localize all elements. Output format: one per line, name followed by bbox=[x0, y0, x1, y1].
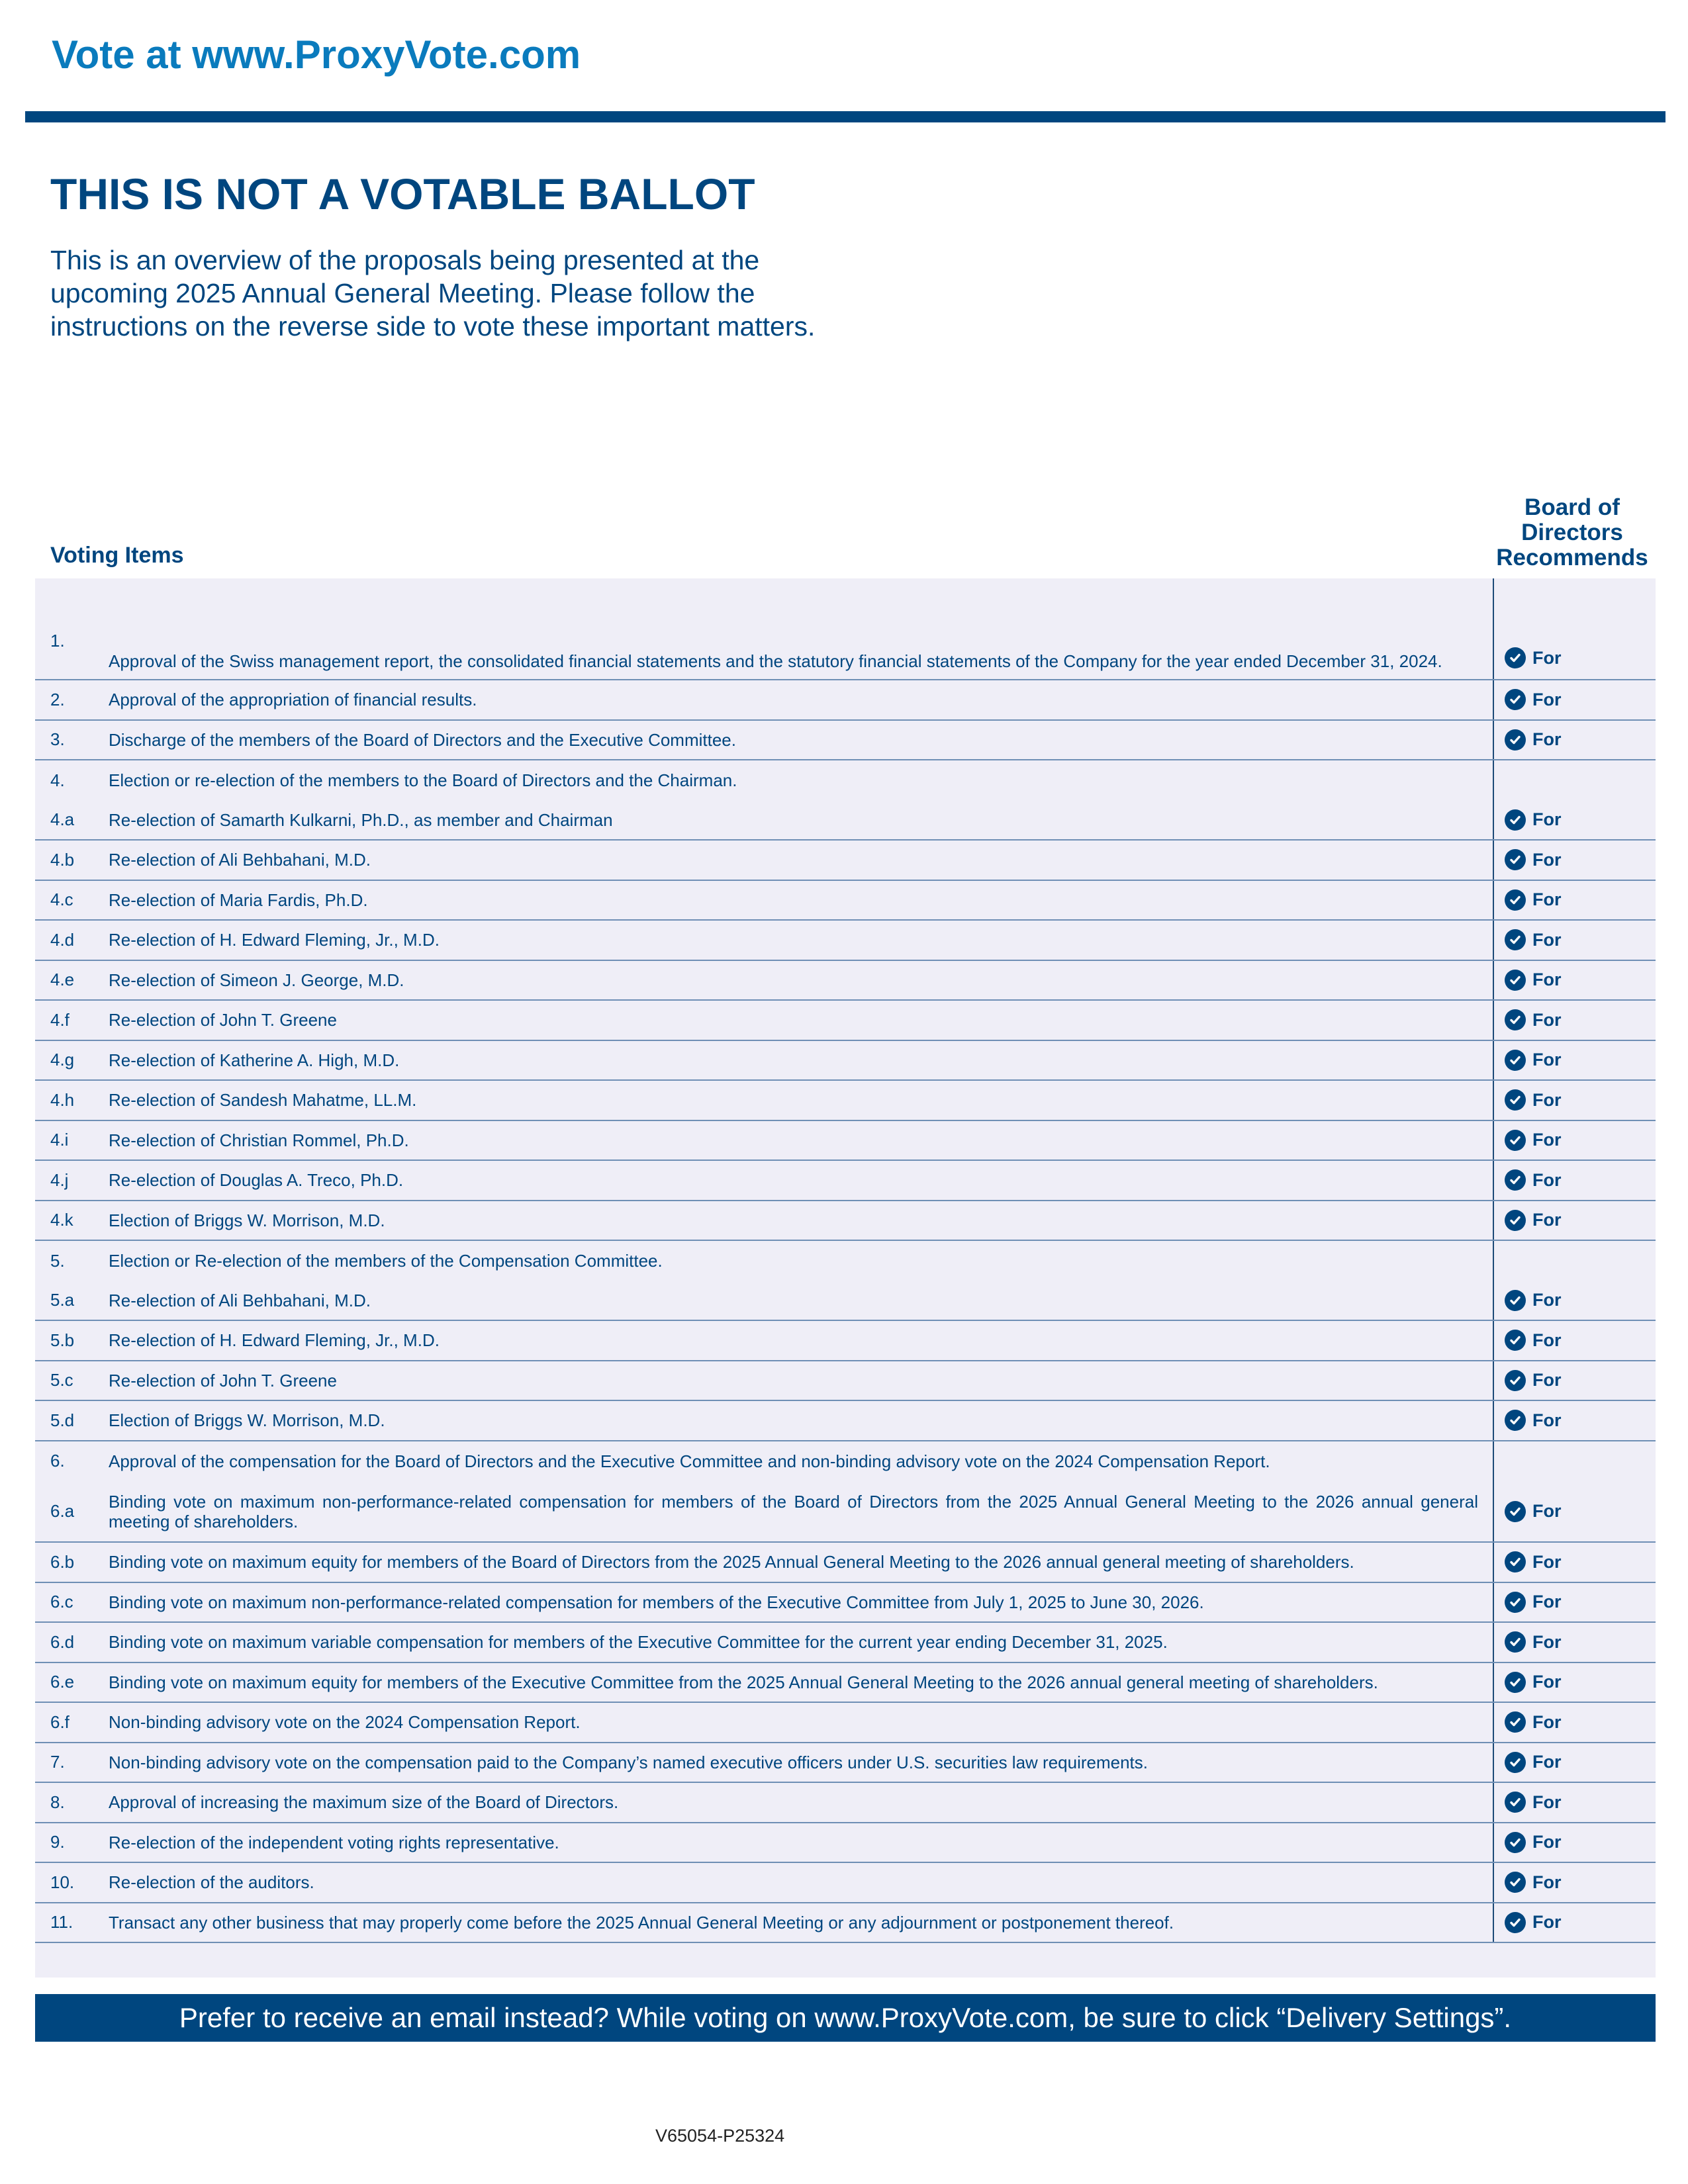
recommendation bbox=[1505, 1672, 1562, 1693]
recommendation bbox=[1505, 1050, 1562, 1071]
item-number: 8. bbox=[50, 1792, 65, 1812]
recommendation-label: For bbox=[1532, 647, 1562, 668]
item-text: Election of Briggs W. Morrison, M.D. bbox=[109, 1410, 385, 1431]
item-number: 4.d bbox=[50, 929, 75, 950]
recommendation bbox=[1505, 1631, 1562, 1653]
table-row bbox=[35, 961, 1656, 1001]
check-circle-icon bbox=[1505, 1551, 1526, 1572]
check-circle-icon bbox=[1505, 1832, 1526, 1853]
check-circle-icon bbox=[1505, 1792, 1526, 1813]
recommendation bbox=[1505, 1009, 1562, 1030]
recommendation-label: For bbox=[1532, 849, 1562, 870]
item-text: Approval of increasing the maximum size of the Board of Directors. bbox=[109, 1792, 619, 1813]
check-circle-icon bbox=[1505, 970, 1526, 991]
recommendation bbox=[1505, 1752, 1562, 1773]
check-circle-icon bbox=[1505, 1912, 1526, 1933]
table-row bbox=[35, 1703, 1656, 1743]
table-row bbox=[35, 1001, 1656, 1041]
recommendation bbox=[1505, 1501, 1562, 1522]
table-row bbox=[35, 1241, 1656, 1281]
check-circle-icon bbox=[1505, 1752, 1526, 1773]
check-circle-icon bbox=[1505, 1370, 1526, 1391]
board-recommends-heading: Board of Directors Recommends bbox=[1496, 494, 1648, 570]
item-text: Re-election of the auditors. bbox=[109, 1872, 314, 1893]
item-text: Re-election of Maria Fardis, Ph.D. bbox=[109, 889, 368, 910]
check-circle-icon bbox=[1505, 1210, 1526, 1231]
item-text: Approval of the appropriation of financial results. bbox=[109, 690, 477, 710]
table-row bbox=[35, 1481, 1656, 1543]
recommendation-label: For bbox=[1532, 1872, 1562, 1892]
recommendation-label: For bbox=[1532, 929, 1562, 950]
recommendation bbox=[1505, 1792, 1562, 1813]
recommendation bbox=[1505, 1370, 1562, 1391]
recommendation-label: For bbox=[1532, 1551, 1562, 1572]
item-number: 6. bbox=[50, 1451, 65, 1471]
recommendation bbox=[1505, 647, 1562, 668]
recommendation bbox=[1505, 970, 1562, 991]
table-row bbox=[35, 1823, 1656, 1864]
recommendation-label: For bbox=[1532, 1832, 1562, 1852]
intro-text: This is an overview of the proposals being presented at the upcoming 2025 Annual General Meeting. Please follow the instructions on the reverse side to vote these important matters. bbox=[50, 245, 816, 341]
table-row bbox=[35, 1583, 1656, 1623]
recommendation bbox=[1505, 1330, 1562, 1351]
item-number: 4.a bbox=[50, 809, 75, 830]
item-text: Re-election of Christian Rommel, Ph.D. bbox=[109, 1130, 409, 1150]
table-row bbox=[35, 680, 1656, 721]
item-number: 5.c bbox=[50, 1370, 73, 1390]
check-circle-icon bbox=[1505, 809, 1526, 831]
recommendation bbox=[1505, 1089, 1562, 1111]
check-circle-icon bbox=[1505, 849, 1526, 870]
check-circle-icon bbox=[1505, 1130, 1526, 1151]
item-number: 5.a bbox=[50, 1290, 75, 1310]
item-text: Discharge of the members of the Board of Directors and the Executive Committee. bbox=[109, 729, 736, 750]
item-number: 4.h bbox=[50, 1089, 75, 1110]
recommendation-label: For bbox=[1532, 1752, 1562, 1772]
recommendation-label: For bbox=[1532, 1711, 1562, 1732]
table-row bbox=[35, 1121, 1656, 1161]
item-number: 6.b bbox=[50, 1551, 75, 1572]
item-number: 6.f bbox=[50, 1711, 70, 1732]
item-text: Non-binding advisory vote on the compensation paid to the Company’s named executive officers under U.S. securities law requirements. bbox=[109, 1752, 1148, 1772]
check-circle-icon bbox=[1505, 1169, 1526, 1191]
item-number: 2. bbox=[50, 689, 65, 709]
recommendation-label: For bbox=[1532, 1009, 1562, 1030]
table-row bbox=[35, 1041, 1656, 1081]
table-row bbox=[35, 1863, 1656, 1903]
recommendation-label: For bbox=[1532, 1410, 1562, 1430]
table-row bbox=[35, 1783, 1656, 1823]
table-row bbox=[35, 1543, 1656, 1583]
item-text: Election or Re-election of the members of the Compensation Committee. bbox=[109, 1251, 663, 1271]
item-number: 6.a bbox=[50, 1501, 75, 1521]
item-number: 4.f bbox=[50, 1009, 70, 1030]
table-row bbox=[35, 1743, 1656, 1784]
item-text: Re-election of Douglas A. Treco, Ph.D. bbox=[109, 1170, 404, 1191]
item-text: Re-election of Ali Behbahani, M.D. bbox=[109, 1290, 371, 1310]
check-circle-icon bbox=[1505, 1711, 1526, 1733]
item-number: 5.d bbox=[50, 1410, 75, 1430]
table-row bbox=[35, 578, 1656, 680]
check-circle-icon bbox=[1505, 647, 1526, 668]
item-number: 9. bbox=[50, 1832, 65, 1852]
item-number: 6.c bbox=[50, 1592, 73, 1612]
item-text: Election of Briggs W. Morrison, M.D. bbox=[109, 1210, 385, 1230]
check-circle-icon bbox=[1505, 729, 1526, 751]
recommendation bbox=[1505, 689, 1562, 710]
table-row bbox=[35, 1081, 1656, 1121]
recommendation bbox=[1505, 929, 1562, 950]
table-row bbox=[35, 921, 1656, 961]
recommendation bbox=[1505, 729, 1562, 751]
item-text: Binding vote on maximum non-performance-related compensation for members of the Board of Directors from the 2025 Annual General Meeting to the 2026 annual general meeting of shareholders. bbox=[109, 1491, 1478, 1531]
document-code: V65054-P25324 bbox=[655, 2126, 785, 2146]
check-circle-icon bbox=[1505, 1050, 1526, 1071]
check-circle-icon bbox=[1505, 889, 1526, 911]
item-text: Approval of the Swiss management report, the consolidated financial statements and the statutory financial statements of the Company for the year ended December 31, 2024. bbox=[109, 651, 1442, 671]
check-circle-icon bbox=[1505, 1410, 1526, 1431]
item-number: 6.d bbox=[50, 1631, 75, 1652]
table-row bbox=[35, 1281, 1656, 1322]
table-row bbox=[35, 1663, 1656, 1704]
item-number: 4. bbox=[50, 770, 65, 790]
check-circle-icon bbox=[1505, 1592, 1526, 1613]
recommendation bbox=[1505, 1169, 1562, 1191]
item-number: 4.g bbox=[50, 1050, 75, 1070]
check-circle-icon bbox=[1505, 1009, 1526, 1030]
table-row bbox=[35, 1441, 1656, 1482]
recommendation bbox=[1505, 889, 1562, 911]
voting-items-heading: Voting Items bbox=[50, 543, 184, 568]
header-divider-bar bbox=[25, 111, 1665, 122]
recommendation-label: For bbox=[1532, 1792, 1562, 1812]
item-text: Transact any other business that may properly come before the 2025 Annual General Meeting or any adjournment or postponement thereof. bbox=[109, 1912, 1174, 1933]
item-text: Binding vote on maximum equity for members of the Executive Committee from the 2025 Annual General Meeting to the 2026 annual general meeting of shareholders. bbox=[109, 1672, 1378, 1692]
item-text: Non-binding advisory vote on the 2024 Compensation Report. bbox=[109, 1712, 581, 1733]
recommendation-label: For bbox=[1532, 1330, 1562, 1350]
recommendation bbox=[1505, 1592, 1562, 1613]
email-delivery-banner: Prefer to receive an email instead? While voting on www.ProxyVote.com, be sure to click “Delivery Settings”. bbox=[35, 1994, 1656, 2042]
item-text: Re-election of John T. Greene bbox=[109, 1370, 337, 1390]
recommendation bbox=[1505, 1290, 1562, 1311]
check-circle-icon bbox=[1505, 1089, 1526, 1111]
recommendation-label: For bbox=[1532, 1169, 1562, 1190]
recommendation-label: For bbox=[1532, 1050, 1562, 1070]
item-text: Election or re-election of the members to the Board of Directors and the Chairman. bbox=[109, 770, 737, 791]
table-row bbox=[35, 841, 1656, 881]
recommendation-label: For bbox=[1532, 889, 1562, 910]
recommendation-label: For bbox=[1532, 1631, 1562, 1652]
table-rows bbox=[35, 578, 1656, 1943]
item-number: 4.e bbox=[50, 970, 75, 990]
recommendation-label: For bbox=[1532, 809, 1562, 830]
recommendation-label: For bbox=[1532, 1370, 1562, 1390]
item-text: Re-election of Ali Behbahani, M.D. bbox=[109, 850, 371, 870]
recommendation-label: For bbox=[1532, 970, 1562, 990]
check-circle-icon bbox=[1505, 1631, 1526, 1653]
item-number: 4.b bbox=[50, 849, 75, 870]
recommendation-label: For bbox=[1532, 1592, 1562, 1612]
recommendation bbox=[1505, 1912, 1562, 1933]
page-title: THIS IS NOT A VOTABLE BALLOT bbox=[50, 169, 755, 218]
item-text: Re-election of Katherine A. High, M.D. bbox=[109, 1050, 400, 1070]
table-row bbox=[35, 881, 1656, 921]
recommendation bbox=[1505, 1410, 1562, 1431]
vote-link-header: Vote at www.ProxyVote.com bbox=[52, 32, 581, 77]
item-text: Re-election of H. Edward Fleming, Jr., M.D. bbox=[109, 930, 440, 950]
recommendation-label: For bbox=[1532, 689, 1562, 709]
check-circle-icon bbox=[1505, 1501, 1526, 1522]
table-row bbox=[35, 801, 1656, 841]
table-row bbox=[35, 1361, 1656, 1402]
item-number: 5.b bbox=[50, 1330, 75, 1350]
recommendation bbox=[1505, 849, 1562, 870]
item-text: Re-election of the independent voting rights representative. bbox=[109, 1832, 559, 1852]
item-text: Re-election of Simeon J. George, M.D. bbox=[109, 970, 404, 990]
item-text: Re-election of Samarth Kulkarni, Ph.D., as member and Chairman bbox=[109, 809, 613, 830]
recommendation bbox=[1505, 1872, 1562, 1893]
recommendation bbox=[1505, 809, 1562, 831]
recommendation-label: For bbox=[1532, 1210, 1562, 1230]
recommendation-label: For bbox=[1532, 1089, 1562, 1110]
recommendation-label: For bbox=[1532, 1130, 1562, 1150]
voting-items-table bbox=[35, 578, 1656, 1978]
item-number: 5. bbox=[50, 1250, 65, 1271]
recommendation-label: For bbox=[1532, 1672, 1562, 1692]
item-text: Re-election of H. Edward Fleming, Jr., M.D. bbox=[109, 1330, 440, 1351]
item-number: 4.i bbox=[50, 1130, 69, 1150]
item-text: Re-election of Sandesh Mahatme, LL.M. bbox=[109, 1090, 417, 1111]
item-number: 4.c bbox=[50, 889, 73, 910]
recommendation bbox=[1505, 1711, 1562, 1733]
table-row bbox=[35, 721, 1656, 761]
item-number: 7. bbox=[50, 1752, 65, 1772]
item-number: 1. bbox=[50, 631, 65, 651]
item-text: Binding vote on maximum equity for members of the Board of Directors from the 2025 Annual General Meeting to the 2026 annual general meeting of shareholders. bbox=[109, 1552, 1354, 1572]
check-circle-icon bbox=[1505, 1330, 1526, 1351]
item-number: 3. bbox=[50, 729, 65, 750]
item-number: 4.j bbox=[50, 1169, 69, 1190]
check-circle-icon bbox=[1505, 689, 1526, 710]
recommendation bbox=[1505, 1210, 1562, 1231]
item-text: Binding vote on maximum variable compensation for members of the Executive Committee for the current year ending December 31, 2025. bbox=[109, 1632, 1168, 1653]
recommendation-label: For bbox=[1532, 729, 1562, 750]
table-row bbox=[35, 1623, 1656, 1663]
table-row bbox=[35, 760, 1656, 801]
table-row bbox=[35, 1401, 1656, 1441]
table-row bbox=[35, 1161, 1656, 1201]
recommendation bbox=[1505, 1832, 1562, 1853]
check-circle-icon bbox=[1505, 1672, 1526, 1693]
table-row bbox=[35, 1903, 1656, 1944]
item-text: Re-election of John T. Greene bbox=[109, 1010, 337, 1030]
recommendation-label: For bbox=[1532, 1290, 1562, 1310]
recommendation bbox=[1505, 1551, 1562, 1572]
recommendation bbox=[1505, 1130, 1562, 1151]
table-row bbox=[35, 1201, 1656, 1242]
item-text: Approval of the compensation for the Board of Directors and the Executive Committee and non-binding advisory vote on the 2024 Compensation Report. bbox=[109, 1451, 1270, 1471]
item-number: 6.e bbox=[50, 1672, 75, 1692]
item-number: 4.k bbox=[50, 1210, 73, 1230]
item-number: 10. bbox=[50, 1872, 75, 1892]
check-circle-icon bbox=[1505, 1872, 1526, 1893]
recommendation-label: For bbox=[1532, 1912, 1562, 1933]
recommendation-label: For bbox=[1532, 1501, 1562, 1521]
table-row bbox=[35, 1321, 1656, 1361]
item-number: 11. bbox=[50, 1912, 73, 1933]
check-circle-icon bbox=[1505, 929, 1526, 950]
check-circle-icon bbox=[1505, 1290, 1526, 1311]
item-text: Binding vote on maximum non-performance-related compensation for members of the Executive Committee from July 1, 2025 to June 30, 2026. bbox=[109, 1592, 1204, 1612]
